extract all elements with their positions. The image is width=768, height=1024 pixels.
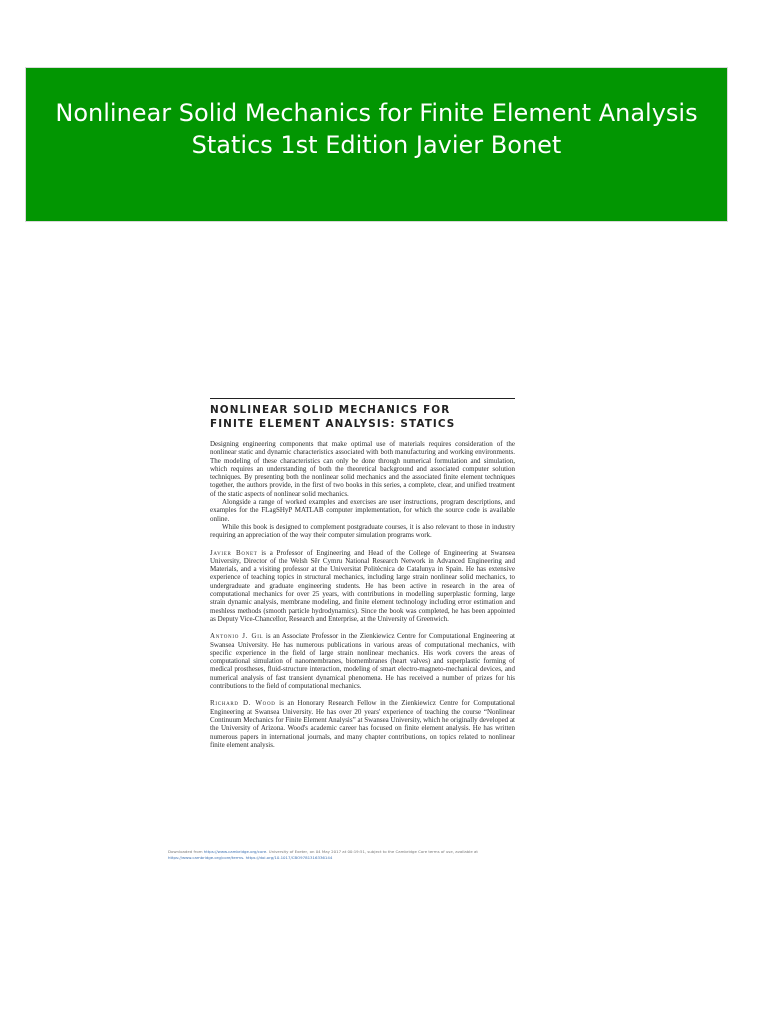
author-bio-text: is an Associate Professor in the Zienkiewicz Centre for Computational Engineering at Swansea University. He has numerous publications in various areas of computational mechanics, with specific experience in the field of large strain nonlinear mechanics. His work covers the areas of computational simulation of nanomembranes, biomembranes (heart valves) and superplastic forming of medical prostheses, fluid-structure interaction, modeling of smart electro-magneto-mechanical devices, and numerical analysis of fast transient dynamical phenomena. He has received a number of prizes for his contributions to the field of computational mechanics.	[210, 632, 515, 691]
author-bio-bonet	[210, 549, 515, 624]
book-title-line-1: NONLINEAR SOLID MECHANICS FOR	[210, 404, 451, 416]
footer-text: Downloaded from	[168, 849, 204, 854]
document-page	[210, 398, 515, 758]
download-footer	[168, 849, 588, 861]
footer-text: . University of Exeter, on 04 May 2017 at 00:19:51, subject to the Cambridge Core terms of use, available at	[266, 849, 478, 854]
description-paragraph: Alongside a range of worked examples and exercises are user instructions, program descriptions, and examples for the FLagSHyP MATLAB computer implementation, for which the source code is available online.	[210, 498, 515, 523]
author-name: Javier Bonet	[210, 548, 258, 557]
title-banner	[25, 67, 728, 222]
description-paragraph: While this book is designed to complement postgraduate courses, it is also relevant to those in industry requiring an appreciation of the way their computer simulation programs work.	[210, 522, 515, 540]
description-paragraph: Designing engineering components that make optimal use of materials requires consideration of the nonlinear static and dynamic characteristics associated with both manufacturing and working environments. The modeling of these characteristics can only be done through numerical formulation and simulation, which requires an understanding of both the theoretical background and associated computer solution techniques. By presenting both the nonlinear solid mechanics and the associated finite element techniques together, the authors provide, in the first of two books in this series, a complete, clear, and unified treatment of the static aspects of nonlinear solid mechanics.	[210, 440, 515, 498]
footer-link-terms[interactable]: https://www.cambridge.org/core/terms. https://doi.org/10.1017/CBO9781316336144	[168, 855, 333, 860]
author-name: Richard D. Wood	[210, 699, 276, 708]
document-title: Nonlinear Solid Mechanics for Finite Element Analysis Statics 1st Edition Javier Bonet	[55, 98, 698, 159]
title-rule	[210, 398, 515, 399]
book-description	[210, 440, 515, 540]
footer-link-core[interactable]: https://www.cambridge.org/core	[203, 849, 267, 854]
author-name: Antonio J. Gil	[210, 632, 264, 641]
book-title-line-2: FINITE ELEMENT ANALYSIS: STATICS	[210, 418, 456, 430]
author-bio-text: is an Honorary Research Fellow in the Zienkiewicz Centre for Computational Engineering at Swansea University. He has over 20 years' experience of teaching the course “Nonlinear Continuum Mechanics for Finite Element Analysis” at Swansea University, which he originally developed at the University of Arizona. Wood's academic career has focused on finite element analysis. He has written numerous papers in international journals, and many chapter contributions, on topics related to nonlinear finite element analysis.	[210, 699, 515, 749]
author-bio-text: is a Professor of Engineering and Head of the College of Engineering at Swansea University, Director of the Welsh Sêr Cymru National Research Network in Advanced Engineering and Materials, and a visiting professor at the Universitat Politècnica de Catalunya in Spain. He has extensive experience of teaching topics in structural mechanics, including large strain nonlinear solid mechanics, to undergraduate and graduate engineering students. He has been active in research in the area of computational mechanics for over 25 years, with contributions in modelling superplastic forming, large strain dynamic analysis, membrane modeling, and finite element technology including error estimation and meshless methods (smooth particle hydrodynamics). Since the book was completed, he has been appointed as Deputy Vice-Chancellor, Research and Enterprise, at the University of Greenwich.	[210, 548, 515, 623]
book-title	[210, 403, 515, 431]
author-bio-wood	[210, 699, 515, 749]
author-bio-gil	[210, 632, 515, 690]
